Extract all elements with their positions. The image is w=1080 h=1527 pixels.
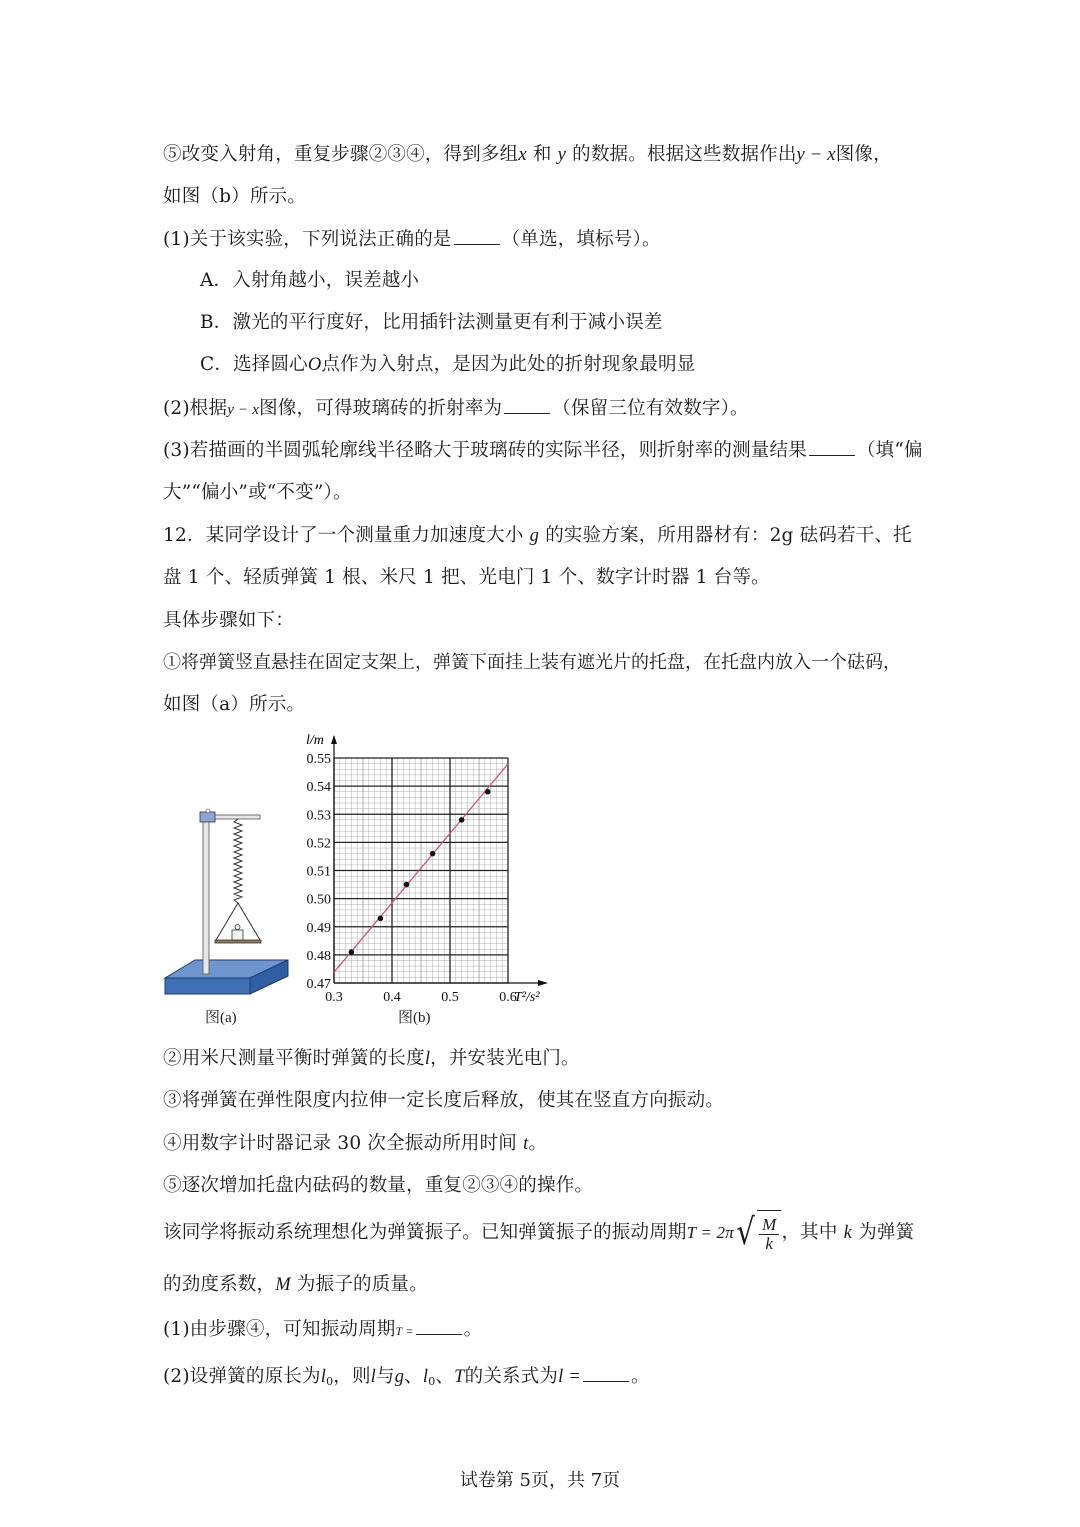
text: 图像，可得玻璃砖的折射率为 — [259, 398, 503, 419]
text: 、 — [435, 1366, 455, 1387]
y-axis-label: l/m — [306, 733, 324, 748]
sqrt-body — [757, 1210, 781, 1257]
question-2 — [163, 395, 749, 423]
text: ，则 — [333, 1366, 371, 1387]
model-line2 — [163, 1272, 428, 1298]
text: 。 — [631, 1366, 650, 1387]
axes — [331, 735, 548, 986]
sqrt — [734, 1210, 782, 1257]
var-l0: l — [422, 1367, 429, 1387]
text: 的数据。根据这些数据作出 — [572, 144, 797, 165]
var-M: M — [275, 1275, 291, 1295]
var-t: t — [523, 1134, 529, 1154]
spring — [234, 819, 242, 903]
text: ，并安装光电门。 — [430, 1048, 580, 1069]
answer-blank[interactable] — [416, 1316, 462, 1335]
problem-12-line2: 盘 1 个、轻质弹簧 1 根、米尺 1 把、光电门 1 个、数字计时器 1 台等。 — [163, 567, 770, 588]
var-O: O — [307, 355, 322, 375]
y-tick-label: 0.47 — [306, 977, 331, 992]
y-tick-label: 0.50 — [306, 892, 331, 908]
text: 的劲度系数， — [163, 1274, 276, 1295]
y-tick-label: 0.54 — [306, 780, 331, 796]
text: 为振子的质量。 — [296, 1274, 428, 1295]
weight — [232, 930, 243, 940]
figure-b-caption: 图(b) — [398, 1010, 431, 1026]
text: (1)关于该实验，下列说法正确的是 — [163, 229, 452, 250]
data-point — [459, 817, 465, 823]
x-tick-label: 0.3 — [325, 990, 343, 1005]
var-y: y — [557, 145, 567, 165]
var-T: T = — [395, 1324, 414, 1338]
step-3: ③将弹簧在弹性限度内拉伸一定长度后释放，使其在竖直方向振动。 — [163, 1090, 725, 1111]
option-b: B．激光的平行度好，比用插针法测量更有利于减小误差 — [200, 312, 663, 333]
text: （保留三位有效数字）。 — [552, 398, 749, 419]
text: 。 — [528, 1133, 548, 1154]
text: (3)若描画的半圆弧轮廓线半径略大于玻璃砖的实际半径，则折射率的测量结果 — [163, 440, 807, 461]
step-1: ①将弹簧竖直悬挂在固定支架上，弹簧下面挂上装有遮光片的托盘，在托盘内放入一个砝码， — [163, 652, 901, 673]
text: ，其中 — [781, 1222, 838, 1243]
var-x: x — [518, 145, 527, 165]
text: （单选，填标号）。 — [501, 229, 661, 250]
y-tick-label: 0.53 — [306, 808, 331, 824]
text: 的关系式为 — [464, 1366, 559, 1387]
text: (2)根据 — [163, 398, 228, 419]
y-tick-label: 0.55 — [306, 752, 331, 767]
text: 点作为入射点，是因为此处的折射现象最明显 — [321, 354, 696, 375]
problem-12 — [163, 523, 912, 549]
page-footer: 试卷第 5页，共 7页 — [459, 1470, 621, 1491]
y-tick-label: 0.51 — [306, 864, 331, 880]
numerator: M — [759, 1216, 779, 1235]
subscript: 0 — [428, 1375, 436, 1388]
stand-pole — [203, 816, 209, 974]
x-tick-label: 0.6 — [499, 990, 517, 1005]
fraction — [759, 1216, 779, 1253]
period-formula: T = 2π — [686, 1223, 734, 1242]
text: 图像， — [835, 144, 892, 165]
spring-apparatus-figure — [160, 800, 290, 1000]
option-a: A．入射角越小，误差越小 — [200, 270, 420, 291]
figure-a-caption: 图(a) — [205, 1010, 237, 1026]
model-paragraph — [163, 1208, 914, 1258]
text: 的实验方案，所用器材有：2g 砝码若干、托 — [545, 525, 912, 546]
y-tick-label: 0.49 — [306, 920, 331, 936]
x-axis-arrow — [538, 980, 548, 986]
x-tick-labels — [325, 990, 517, 1005]
var-T: T — [454, 1367, 465, 1387]
text: 12．某同学设计了一个测量重力加速度大小 — [163, 525, 524, 546]
question-3 — [163, 437, 923, 464]
answer-blank[interactable] — [583, 1363, 629, 1382]
step-2 — [163, 1046, 580, 1072]
text: 该同学将振动系统理想化为弹簧振子。已知弹簧振子的振动周期 — [163, 1222, 687, 1243]
data-point — [404, 882, 410, 888]
sub-question-1 — [163, 1316, 482, 1344]
x-tick-label: 0.5 — [441, 990, 459, 1005]
y-axis-arrow — [331, 735, 337, 744]
question-3-line2: 大”“偏小”或“不变”）。 — [163, 482, 352, 503]
data-point — [485, 789, 491, 795]
text: C．选择圆心 — [200, 354, 308, 375]
var-l: l — [370, 1367, 377, 1387]
answer-blank[interactable] — [454, 226, 500, 245]
var-l-eq: l = — [558, 1367, 581, 1387]
step5-line2: 如图（b）所示。 — [163, 186, 306, 207]
text: 、 — [404, 1366, 423, 1387]
y-tick-label: 0.52 — [306, 836, 331, 852]
y-tick-label: 0.48 — [306, 948, 331, 964]
text: ⑤改变入射角，重复步骤②③④，得到多组 — [163, 144, 519, 165]
step5-line — [163, 142, 892, 168]
option-c — [200, 352, 695, 378]
text: 。 — [463, 1319, 483, 1340]
var-k: k — [843, 1223, 853, 1243]
data-point — [430, 851, 436, 857]
var-yx: y − x — [796, 145, 836, 165]
text: (1)由步骤④，可知振动周期 — [163, 1319, 396, 1340]
var-l0: l — [320, 1367, 327, 1387]
text: 为弹簧 — [858, 1222, 915, 1243]
x-axis-label: T²/s² — [514, 990, 540, 1005]
data-point — [349, 949, 355, 955]
var-l: l — [424, 1049, 431, 1069]
pan — [215, 940, 261, 943]
step-1-line2: 如图（a）所示。 — [163, 694, 306, 715]
answer-blank[interactable] — [504, 395, 550, 414]
stand-arm — [208, 815, 260, 819]
text: 和 — [532, 144, 552, 165]
text: 与 — [376, 1366, 395, 1387]
base-front — [165, 978, 250, 994]
length-vs-period-squared-chart — [290, 725, 565, 1010]
subscript: 0 — [326, 1375, 334, 1388]
data-point — [378, 916, 384, 922]
text: ②用米尺测量平衡时弹簧的长度 — [163, 1048, 425, 1069]
y-tick-labels — [307, 752, 332, 992]
denominator: k — [765, 1234, 774, 1253]
step-5: ⑤逐次增加托盘内砝码的数量，重复②③④的操作。 — [163, 1175, 594, 1196]
text: （填“偏 — [856, 440, 923, 461]
sub-question-2 — [163, 1363, 650, 1395]
var-g: g — [529, 526, 540, 546]
text: ④用数字计时器记录 30 次全振动所用时间 — [163, 1133, 518, 1154]
radical-sign: √ — [736, 1212, 755, 1253]
clamp — [200, 812, 215, 822]
answer-blank[interactable] — [809, 437, 855, 456]
steps-title: 具体步骤如下： — [163, 610, 294, 631]
text: (2)设弹簧的原长为 — [163, 1366, 321, 1387]
var-yx: y − x — [227, 402, 260, 418]
step-4 — [163, 1131, 547, 1157]
x-tick-label: 0.4 — [383, 990, 401, 1005]
question-1 — [163, 226, 661, 253]
var-g: g — [394, 1367, 405, 1387]
